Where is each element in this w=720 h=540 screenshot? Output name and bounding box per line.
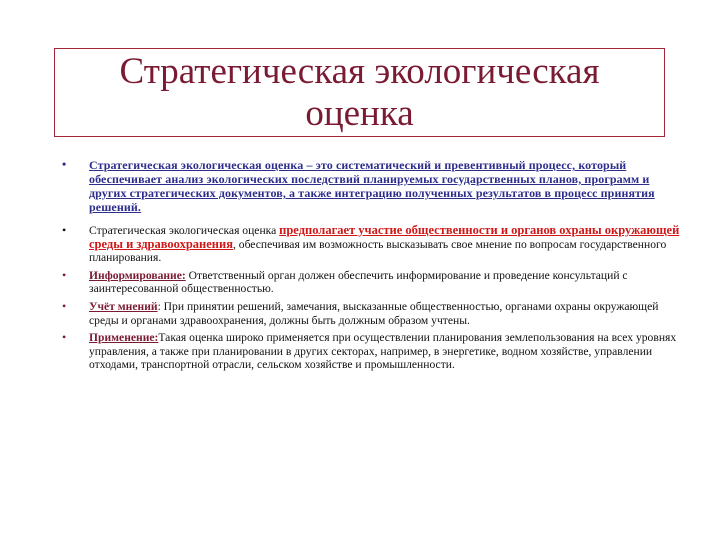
opinions-text: : При принятии решений, замечания, высказанные общественностью, органами охраны окружающей среды и органами здравоохранения, должны быть должным образом учтены. — [89, 299, 659, 327]
informing-text: Ответственный орган должен обеспечить информирование и проведение консультаций с заинтересованной общественностью. — [89, 268, 628, 296]
participation-text-after: , обеспечивая им возможность высказывать свое мнение по вопросам государственного планирования. — [89, 237, 667, 265]
bullet-icon: • — [62, 223, 67, 237]
participation-highlight: предполагает участие общественности и органов охраны окружающей среды и здравоохранения — [89, 223, 680, 251]
bullet-icon: • — [62, 298, 67, 313]
slide-title-frame — [54, 48, 665, 137]
bullet-item-definition — [58, 158, 680, 214]
bullet-icon: • — [62, 157, 67, 171]
bullet-item-informing — [58, 269, 680, 296]
bullet-item-participation — [58, 224, 680, 265]
application-term: Применение: — [89, 331, 159, 345]
bullet-icon: • — [62, 330, 67, 345]
informing-term: Информирование: — [89, 268, 186, 282]
slide-title-line-1: Стратегическая экологическая — [119, 50, 600, 92]
bullet-item-application — [58, 331, 680, 372]
application-text: Такая оценка широко применяется при осуществлении планирования землепользования на всех уровнях управления, а также при планировании в других секторах, например, в энергетике, водном хозяйстве, управлении отходами, транспортной отрасли, сельском хозяйстве и промышленности. — [89, 331, 677, 372]
definition-text: Стратегическая экологическая оценка – это систематический и превентивный процесс, который обеспечивает анализ экологических последствий планируемых государственных планов, программ и других стратегических документов, а также интеграцию полученных результатов в процесс принятия решений. — [89, 158, 655, 214]
bullet-icon: • — [62, 267, 67, 282]
bullet-list — [58, 158, 680, 376]
slide-title-line-2: оценка — [305, 92, 414, 134]
opinions-term: Учёт мнений — [89, 299, 158, 313]
participation-text-before: Стратегическая экологическая оценка — [89, 224, 280, 237]
bullet-item-opinions — [58, 300, 680, 327]
